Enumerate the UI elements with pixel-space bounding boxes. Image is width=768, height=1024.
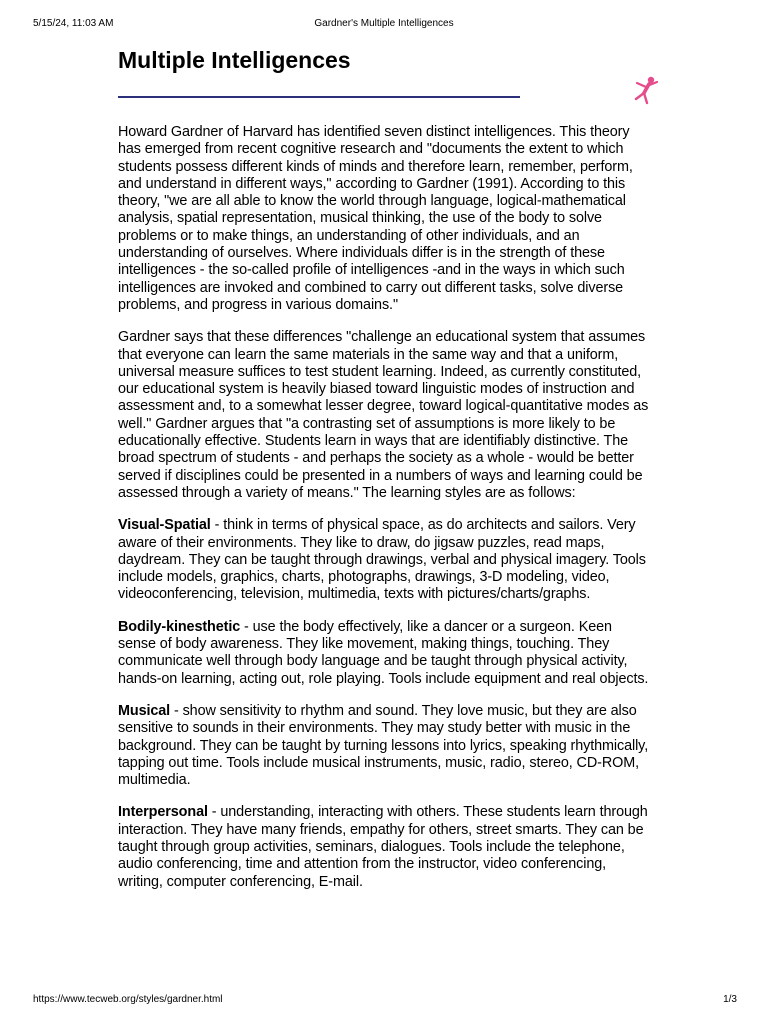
intelligence-term: Visual-Spatial [118, 517, 211, 534]
intelligence-description: - show sensitivity to rhythm and sound. They love music, but they are also sensitive to sounds in their environments. They may study better with music in the background. They can be taught by turning lessons into lyrics, speaking rhythmically, tapping out time. Tools include musical instruments, music, radio, stereo, CD-ROM, multimedia. [118, 702, 649, 789]
intelligence-term: Bodily-kinesthetic [118, 618, 241, 635]
title-block [118, 44, 652, 76]
intelligence-item-bodily-kinesthetic [118, 619, 652, 688]
intelligence-description: - use the body effectively, like a dancer or a surgeon. Keen sense of body awareness. They like movement, making things, touching. They communicate well through body language and be taught through physical activity, hands-on learning, acting out, role playing. Tools include equipment and real objects. [118, 618, 649, 687]
page-title: Multiple Intelligences [118, 47, 351, 73]
print-url: https://www.tecweb.org/styles/gardner.html [33, 994, 223, 1005]
print-datetime: 5/15/24, 11:03 AM [33, 18, 114, 29]
print-header [33, 17, 735, 31]
intelligence-term: Musical [118, 702, 171, 719]
intelligence-item-musical [118, 703, 652, 789]
title-divider [118, 96, 520, 98]
intro-paragraph: Howard Gardner of Harvard has identified seven distinct intelligences. This theory has emerged from recent cognitive research and "documents the extent to which students possess different kinds of minds and therefore learn, remember, perform, and understand in different ways," according to Gardner (1991). According to this theory, "we are all able to know the world through language, logical-mathematical analysis, spatial representation, musical thinking, the use of the body to solve problems or to make things, an understanding of other individuals, and an understanding of ourselves. Where individuals differ is in the strength of these intelligences - the so-called profile of intelligences -and in the ways in which such intelligences are invoked and combined to carry out different tasks, solve diverse problems, and progress in various domains." [118, 124, 633, 313]
intelligence-item-visual-spatial [118, 517, 652, 603]
print-footer [33, 993, 737, 1007]
intelligence-description: - think in terms of physical space, as do architects and sailors. Very aware of their environments. They like to draw, do jigsaw puzzles, read maps, daydream. They can be taught through drawings, verbal and physical imagery. Tools include models, graphics, charts, photographs, drawings, 3-D modeling, video, videoconferencing, television, multimedia, texts with pictures/charts/graphs. [118, 517, 646, 603]
print-page-title: Gardner's Multiple Intelligences [314, 18, 454, 29]
intelligence-term: Interpersonal [118, 804, 208, 821]
article-body [118, 124, 652, 891]
intelligence-description: - understanding, interacting with others. These students learn through interaction. They have many friends, empathy for others, street smarts. They can be taught through group activities, seminars, dialogues. Tools include the telephone, audio conferencing, time and attention from the instructor, video conferencing, writing, computer conferencing, E-mail. [118, 804, 648, 890]
assumptions-paragraph: Gardner says that these differences "challenge an educational system that assumes that everyone can learn the same materials in the same way and that a uniform, universal measure suffices to test student learning. Indeed, as currently constituted, our educational system is heavily biased toward linguistic modes of instruction and assessment and, to a somewhat lesser degree, toward logical-quantitative modes as well." Gardner argues that "a contrasting set of assumptions is more likely to be educationally effective. Students learn in ways that are identifiably distinctive. The broad spectrum of students - and perhaps the society as a whole - would be better served if disciplines could be presented in a numbers of ways and learning could be assessed through a variety of means." The learning styles are as follows: [118, 329, 649, 501]
article [118, 44, 652, 906]
page-number: 1/3 [723, 994, 737, 1005]
person-icon [631, 75, 659, 105]
intelligence-item-interpersonal [118, 804, 652, 890]
